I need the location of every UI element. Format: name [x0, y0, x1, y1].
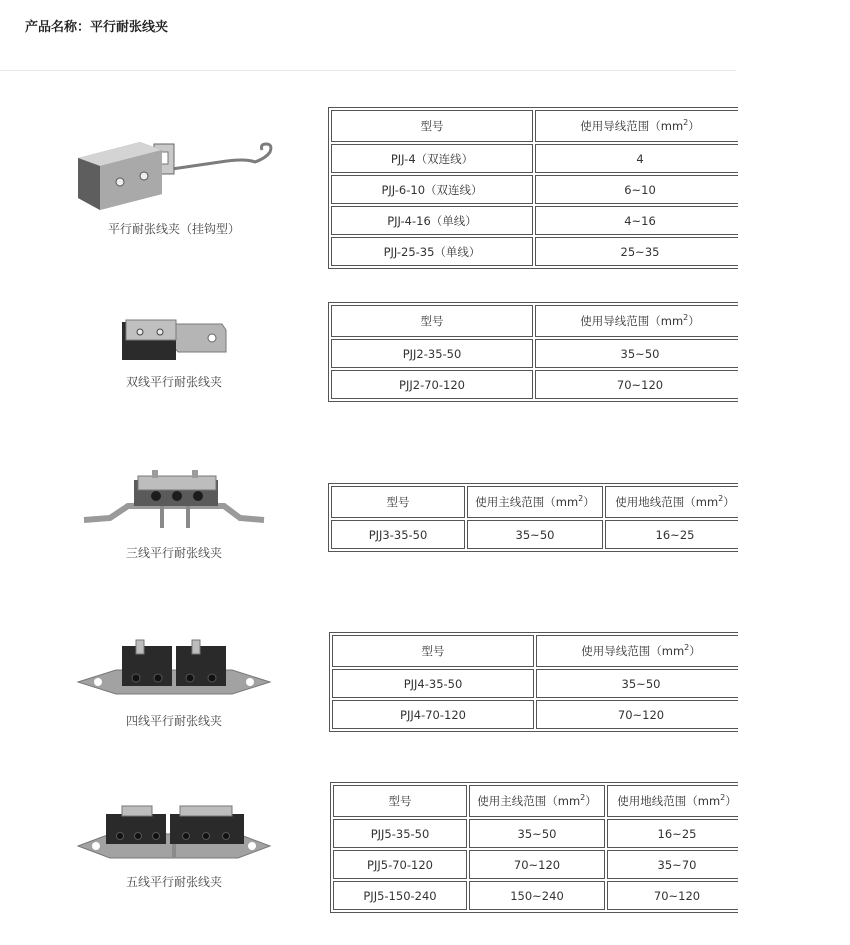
model-cell: PJJ5-70-120: [333, 850, 467, 879]
triple-clamp-image: [80, 470, 270, 540]
range-cell: 35~50: [536, 669, 738, 698]
header-model: 型号: [331, 486, 465, 518]
table-row: [331, 175, 738, 204]
ground-range-cell: 35~70: [607, 850, 738, 879]
product-caption: 四线平行耐张线夹: [126, 714, 223, 728]
table-row: [331, 520, 738, 549]
product-caption: 三线平行耐张线夹: [126, 546, 223, 560]
main-range-cell: 35~50: [467, 520, 603, 549]
table-header-row: [331, 486, 738, 518]
model-cell: PJJ-4-16（单线）: [331, 206, 533, 235]
range-cell: 4: [535, 144, 738, 173]
main-range-cell: 150~240: [469, 881, 605, 910]
header-model: 型号: [331, 110, 533, 142]
header-range: 使用导线范围$(mm^2)$: [535, 305, 738, 337]
spec-table-double: [328, 302, 738, 402]
model-cell: PJJ2-70-120: [331, 370, 533, 399]
table-header-row: [331, 305, 738, 337]
table-row: [333, 881, 738, 910]
main-range-cell: 70~120: [469, 850, 605, 879]
ground-range-cell: 16~25: [607, 819, 738, 848]
table-row: [333, 819, 738, 848]
model-cell: PJJ4-35-50: [332, 669, 534, 698]
range-cell: 4~16: [535, 206, 738, 235]
spec-table-quad: [329, 632, 738, 732]
range-cell: 70~120: [536, 700, 738, 729]
header-model: 型号: [332, 635, 534, 667]
table-row: [332, 669, 738, 698]
range-cell: 6~10: [535, 175, 738, 204]
table-header-row: [333, 785, 738, 817]
spec-table-five: [330, 782, 738, 913]
product-caption: 平行耐张线夹（挂钩型）: [108, 222, 241, 236]
model-cell: PJJ-4（双连线）: [331, 144, 533, 173]
header-ground-range: 使用地线范围$(mm^2)$: [605, 486, 738, 518]
table-header-row: [331, 110, 738, 142]
table-row: [331, 144, 738, 173]
range-cell: 70~120: [535, 370, 738, 399]
model-cell: PJJ5-35-50: [333, 819, 467, 848]
ground-range-cell: 70~120: [607, 881, 738, 910]
header-model: 型号: [333, 785, 467, 817]
model-cell: PJJ4-70-120: [332, 700, 534, 729]
quad-clamp-image: [76, 638, 272, 704]
model-cell: PJJ5-150-240: [333, 881, 467, 910]
table-header-row: [332, 635, 738, 667]
table-row: [331, 339, 738, 368]
spec-table-triple: [328, 483, 738, 552]
table-row: [331, 370, 738, 399]
range-cell: 35~50: [535, 339, 738, 368]
ground-range-cell: 16~25: [605, 520, 738, 549]
table-row: [333, 850, 738, 879]
header-ground-range: 使用地线范围$(mm^2)$: [607, 785, 738, 817]
header-model: 型号: [331, 305, 533, 337]
product-caption: 双线平行耐张线夹: [126, 375, 223, 389]
range-cell: 25~35: [535, 237, 738, 266]
model-cell: PJJ-25-35（单线）: [331, 237, 533, 266]
spec-table-hook: [328, 107, 738, 269]
model-cell: PJJ2-35-50: [331, 339, 533, 368]
double-clamp-image: [118, 316, 230, 366]
header-main-range: 使用主线范围$(mm^2)$: [469, 785, 605, 817]
header-main-range: 使用主线范围$(mm^2)$: [467, 486, 603, 518]
model-cell: PJJ-6-10（双连线）: [331, 175, 533, 204]
table-row: [331, 206, 738, 235]
page-title: 产品名称：平行耐张线夹: [25, 20, 169, 35]
header-range: 使用导线范围$(mm^2)$: [535, 110, 738, 142]
table-row: [331, 237, 738, 266]
table-row: [332, 700, 738, 729]
model-cell: PJJ3-35-50: [331, 520, 465, 549]
five-clamp-image: [76, 800, 272, 866]
main-range-cell: 35~50: [469, 819, 605, 848]
product-caption: 五线平行耐张线夹: [126, 875, 223, 889]
hook-clamp-image: [70, 132, 280, 214]
header-range: 使用导线范围$(mm^2)$: [536, 635, 738, 667]
